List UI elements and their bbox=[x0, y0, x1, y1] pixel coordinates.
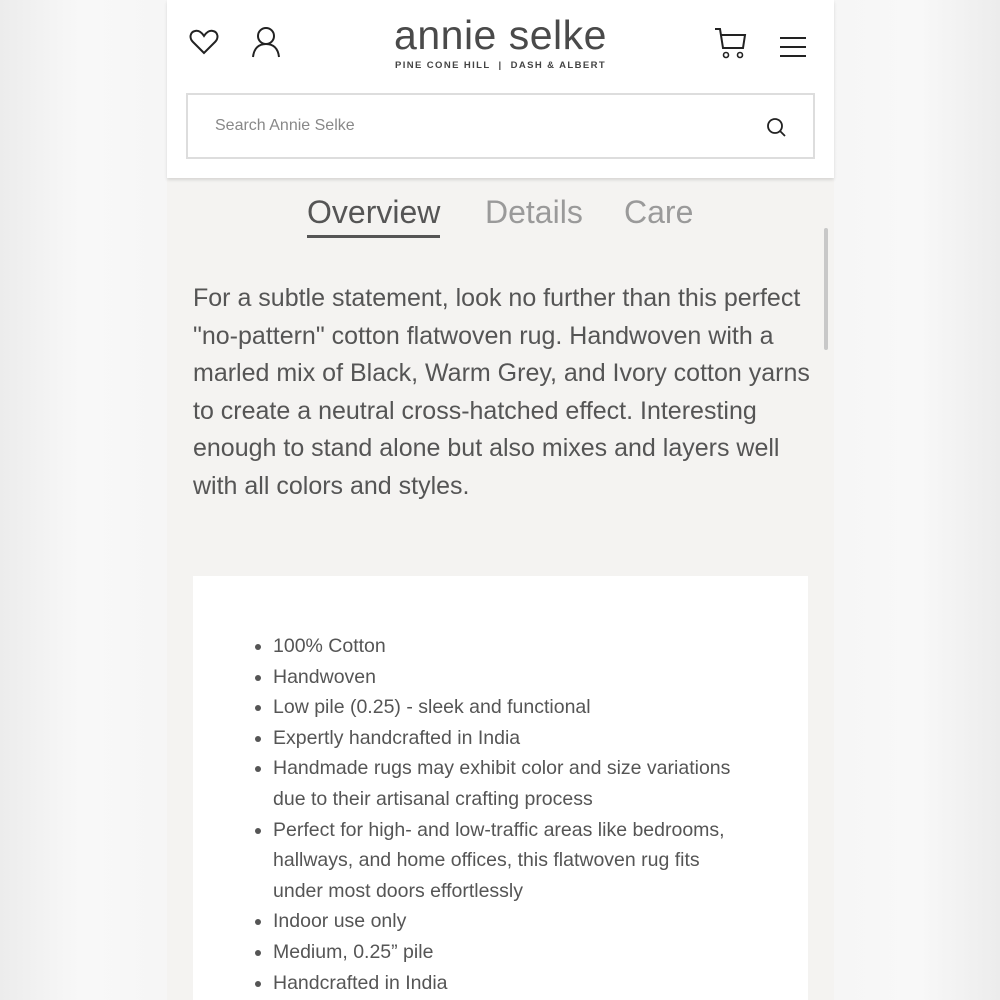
feature-item: • Handwoven bbox=[273, 662, 743, 693]
feature-item: • Indoor use only bbox=[273, 906, 743, 937]
logo-subbrands: PINE CONE HILL | DASH & ALBERT bbox=[394, 60, 607, 71]
feature-item: • Expertly handcrafted in India bbox=[273, 723, 743, 754]
search-input[interactable] bbox=[186, 93, 815, 159]
tab-details[interactable]: Details bbox=[485, 194, 583, 230]
site-header bbox=[167, 0, 834, 178]
menu-icon[interactable] bbox=[780, 36, 806, 63]
tab-overview[interactable]: Overview bbox=[307, 194, 440, 238]
feature-item: • Perfect for high- and low-traffic areas like bedrooms, hallways, and home offices, this flatwoven rug fits under most doors effortlessly bbox=[273, 815, 743, 907]
cart-icon[interactable] bbox=[714, 26, 748, 65]
product-description: For a subtle statement, look no further than this perfect "no-pattern" cotton flatwoven rug. Handwoven with a marled mix of Black, Warm Grey, and Ivory cotton yarns to create a neutral cross-hatched effect. Interesting enough to stand alone but also mixes and layers well with all colors and styles. bbox=[193, 284, 810, 500]
features-card bbox=[193, 576, 808, 1000]
features-list bbox=[273, 631, 743, 998]
search-placeholder: Search Annie Selke bbox=[215, 117, 355, 134]
feature-item: • 100% Cotton bbox=[273, 631, 743, 662]
logo-text: annie selke bbox=[394, 12, 607, 58]
feature-item: • Handmade rugs may exhibit color and size variations due to their artisanal crafting process bbox=[273, 753, 743, 814]
search-icon[interactable] bbox=[766, 117, 788, 144]
feature-item: • Handcrafted in India bbox=[273, 968, 743, 999]
scrollbar[interactable] bbox=[824, 228, 828, 350]
feature-item: • Medium, 0.25” pile bbox=[273, 937, 743, 968]
product-page bbox=[167, 0, 834, 1000]
tab-care[interactable]: Care bbox=[624, 194, 694, 230]
feature-item: • Low pile (0.25) - sleek and functional bbox=[273, 692, 743, 723]
